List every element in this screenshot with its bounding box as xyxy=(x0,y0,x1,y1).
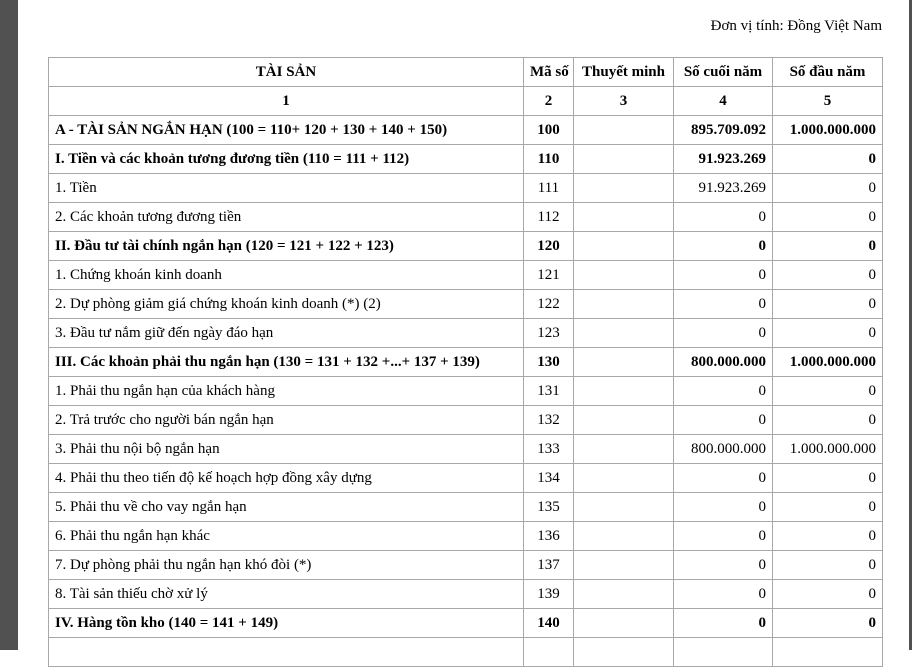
row-code: 135 xyxy=(524,493,574,522)
table-row xyxy=(49,580,883,609)
row-code: 123 xyxy=(524,319,574,348)
table-row xyxy=(49,435,883,464)
table-row xyxy=(49,406,883,435)
row-label: 2. Các khoản tương đương tiền xyxy=(49,203,524,232)
row-code: 131 xyxy=(524,377,574,406)
row-end-of-year: 800.000.000 xyxy=(674,348,773,377)
page-frame-left xyxy=(0,0,18,650)
row-start-of-year: 1.000.000.000 xyxy=(773,116,883,145)
column-index: 2 xyxy=(524,87,574,116)
row-start-of-year xyxy=(773,638,883,667)
row-code: 130 xyxy=(524,348,574,377)
row-start-of-year: 0 xyxy=(773,464,883,493)
row-code: 140 xyxy=(524,609,574,638)
table-row xyxy=(49,377,883,406)
column-index: 3 xyxy=(574,87,674,116)
row-code: 110 xyxy=(524,145,574,174)
row-note xyxy=(574,116,674,145)
row-label: I. Tiền và các khoản tương đương tiền (110 = 111 + 112) xyxy=(49,145,524,174)
column-index: 1 xyxy=(49,87,524,116)
row-end-of-year: 0 xyxy=(674,261,773,290)
row-end-of-year: 0 xyxy=(674,290,773,319)
row-label xyxy=(49,638,524,667)
row-start-of-year: 0 xyxy=(773,290,883,319)
row-label: II. Đầu tư tài chính ngắn hạn (120 = 121 + 122 + 123) xyxy=(49,232,524,261)
row-end-of-year: 0 xyxy=(674,464,773,493)
table-row xyxy=(49,174,883,203)
row-end-of-year: 0 xyxy=(674,319,773,348)
row-label: 8. Tài sản thiếu chờ xử lý xyxy=(49,580,524,609)
table-row xyxy=(49,232,883,261)
row-start-of-year: 0 xyxy=(773,174,883,203)
table-row xyxy=(49,551,883,580)
table-index-row xyxy=(49,87,883,116)
row-note xyxy=(574,174,674,203)
row-note xyxy=(574,406,674,435)
table-row xyxy=(49,493,883,522)
row-label: 2. Trả trước cho người bán ngắn hạn xyxy=(49,406,524,435)
row-label: 1. Tiền xyxy=(49,174,524,203)
row-label: 4. Phải thu theo tiến độ kế hoạch hợp đồng xây dựng xyxy=(49,464,524,493)
row-start-of-year: 0 xyxy=(773,522,883,551)
row-end-of-year: 800.000.000 xyxy=(674,435,773,464)
table-row xyxy=(49,203,883,232)
table-header-row xyxy=(49,58,883,87)
row-end-of-year: 895.709.092 xyxy=(674,116,773,145)
row-label: 1. Phải thu ngắn hạn của khách hàng xyxy=(49,377,524,406)
table-row xyxy=(49,464,883,493)
column-header-notes: Thuyết minh xyxy=(574,58,674,87)
row-start-of-year: 0 xyxy=(773,261,883,290)
row-note xyxy=(574,203,674,232)
page-frame-right xyxy=(909,0,912,650)
row-start-of-year: 1.000.000.000 xyxy=(773,348,883,377)
table-row xyxy=(49,319,883,348)
row-code: 133 xyxy=(524,435,574,464)
row-end-of-year: 91.923.269 xyxy=(674,174,773,203)
row-end-of-year xyxy=(674,638,773,667)
row-code xyxy=(524,638,574,667)
row-label: 6. Phải thu ngắn hạn khác xyxy=(49,522,524,551)
unit-label: Đơn vị tính: Đồng Việt Nam xyxy=(710,18,882,34)
table-row xyxy=(49,116,883,145)
column-header-code: Mã số xyxy=(524,58,574,87)
row-start-of-year: 1.000.000.000 xyxy=(773,435,883,464)
row-note xyxy=(574,435,674,464)
row-code: 132 xyxy=(524,406,574,435)
row-end-of-year: 0 xyxy=(674,493,773,522)
row-code: 100 xyxy=(524,116,574,145)
column-header-assets: TÀI SẢN xyxy=(49,58,524,87)
row-code: 121 xyxy=(524,261,574,290)
column-header-start-of-year: Số đầu năm xyxy=(773,58,883,87)
row-label: III. Các khoản phải thu ngắn hạn (130 = 131 + 132 +...+ 137 + 139) xyxy=(49,348,524,377)
row-end-of-year: 91.923.269 xyxy=(674,145,773,174)
row-note xyxy=(574,638,674,667)
row-note xyxy=(574,580,674,609)
row-start-of-year: 0 xyxy=(773,203,883,232)
row-note xyxy=(574,145,674,174)
row-start-of-year: 0 xyxy=(773,406,883,435)
column-header-end-of-year: Số cuối năm xyxy=(674,58,773,87)
column-index: 4 xyxy=(674,87,773,116)
table-row xyxy=(49,290,883,319)
table-row xyxy=(49,348,883,377)
row-label: 2. Dự phòng giảm giá chứng khoán kinh doanh (*) (2) xyxy=(49,290,524,319)
row-note xyxy=(574,551,674,580)
row-note xyxy=(574,522,674,551)
balance-sheet-table xyxy=(48,57,883,667)
row-start-of-year: 0 xyxy=(773,551,883,580)
row-code: 134 xyxy=(524,464,574,493)
row-label: A - TÀI SẢN NGẮN HẠN (100 = 110+ 120 + 130 + 140 + 150) xyxy=(49,116,524,145)
row-end-of-year: 0 xyxy=(674,377,773,406)
row-start-of-year: 0 xyxy=(773,493,883,522)
row-start-of-year: 0 xyxy=(773,377,883,406)
row-label: 3. Phải thu nội bộ ngắn hạn xyxy=(49,435,524,464)
row-end-of-year: 0 xyxy=(674,522,773,551)
table-row xyxy=(49,261,883,290)
row-end-of-year: 0 xyxy=(674,232,773,261)
row-code: 111 xyxy=(524,174,574,203)
row-note xyxy=(574,464,674,493)
column-index: 5 xyxy=(773,87,883,116)
row-start-of-year: 0 xyxy=(773,319,883,348)
row-note xyxy=(574,377,674,406)
row-note xyxy=(574,493,674,522)
row-end-of-year: 0 xyxy=(674,609,773,638)
row-label: 7. Dự phòng phải thu ngắn hạn khó đòi (*) xyxy=(49,551,524,580)
row-end-of-year: 0 xyxy=(674,406,773,435)
row-start-of-year: 0 xyxy=(773,232,883,261)
row-code: 112 xyxy=(524,203,574,232)
row-end-of-year: 0 xyxy=(674,551,773,580)
row-note xyxy=(574,290,674,319)
row-note xyxy=(574,319,674,348)
row-start-of-year: 0 xyxy=(773,145,883,174)
row-end-of-year: 0 xyxy=(674,580,773,609)
row-code: 122 xyxy=(524,290,574,319)
row-code: 120 xyxy=(524,232,574,261)
report-page xyxy=(48,0,882,667)
row-note xyxy=(574,348,674,377)
table-row xyxy=(49,522,883,551)
row-note xyxy=(574,232,674,261)
row-label: 3. Đầu tư nắm giữ đến ngày đáo hạn xyxy=(49,319,524,348)
row-label: 1. Chứng khoán kinh doanh xyxy=(49,261,524,290)
row-label: 5. Phải thu về cho vay ngắn hạn xyxy=(49,493,524,522)
row-code: 139 xyxy=(524,580,574,609)
row-note xyxy=(574,609,674,638)
row-code: 137 xyxy=(524,551,574,580)
row-note xyxy=(574,261,674,290)
row-start-of-year: 0 xyxy=(773,609,883,638)
table-row xyxy=(49,145,883,174)
table-row xyxy=(49,638,883,667)
row-code: 136 xyxy=(524,522,574,551)
row-start-of-year: 0 xyxy=(773,580,883,609)
table-body xyxy=(49,116,883,667)
row-label: IV. Hàng tồn kho (140 = 141 + 149) xyxy=(49,609,524,638)
table-row xyxy=(49,609,883,638)
row-end-of-year: 0 xyxy=(674,203,773,232)
